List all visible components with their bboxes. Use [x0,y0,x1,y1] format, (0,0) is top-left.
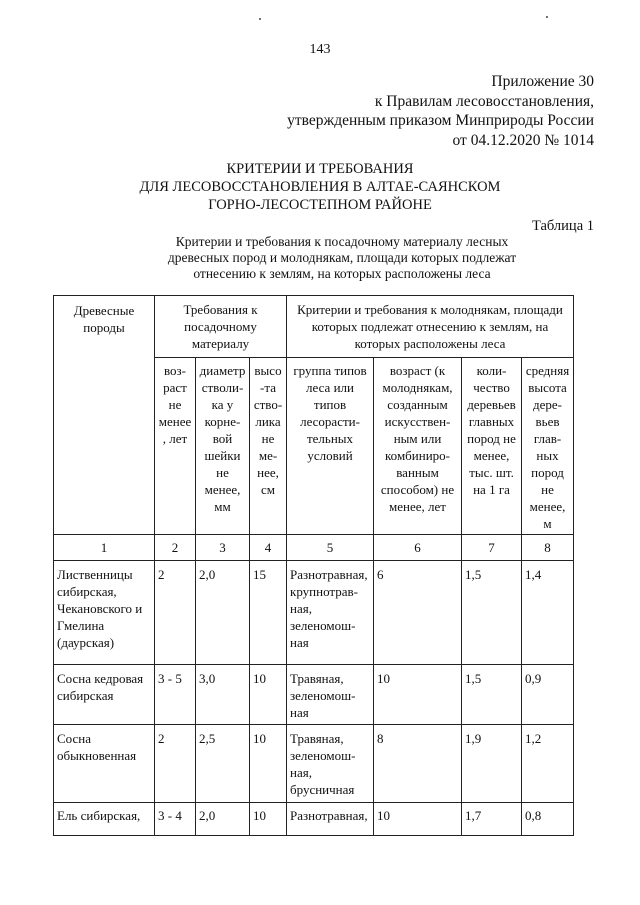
cell-avg-height: 1,4 [522,561,574,665]
header-diameter: диаметр стволи-ка у корне-вой шейки не менее, мм [196,358,250,535]
cell-avg-height: 0,8 [522,803,574,836]
appendix-line: Приложение 30 [491,73,594,90]
header-row-top [54,296,574,358]
table-row [54,561,574,665]
appendix-line: от 04.12.2020 № 1014 [452,131,594,149]
cell-forest-type: Травяная, зеленомош-ная [287,665,374,725]
column-number: 3 [196,535,250,561]
cell-age: 3 - 5 [155,665,196,725]
cell-species: Ель сибирская, [54,803,155,836]
cell-height: 10 [250,665,287,725]
cell-young-age: 8 [374,725,462,803]
caption-line: отнесению к землям, на которых расположены леса [193,266,491,281]
cell-diameter: 2,0 [196,803,250,836]
title-line: КРИТЕРИИ И ТРЕБОВАНИЯ [226,161,414,177]
table-label: Таблица 1 [531,218,594,234]
cell-height: 15 [250,561,287,665]
cell-tree-count: 1,7 [462,803,522,836]
table-caption [0,234,640,282]
appendix-line: к Правилам лесовосстановления, [374,92,594,110]
header-avg-height: средняя высота дере-вьев глав-ных пород не менее, м [522,358,574,535]
cell-species: Сосна кедровая сибирская [54,665,155,725]
table-row [54,665,574,725]
cell-young-age: 10 [374,665,462,725]
appendix-line: утвержденным приказом Минприроды России [287,112,594,129]
cell-young-age: 6 [374,561,462,665]
column-number: 8 [522,535,574,561]
column-number: 4 [250,535,287,561]
cell-species: Лиственницы сибирская, Чекановского и Гмелина (даурская) [54,561,155,665]
column-number: 2 [155,535,196,561]
header-tree-count: коли-чество деревьев главных пород не менее, тыс. шт. на 1 га [462,358,522,535]
cell-forest-type: Разнотравная, крупнотрав-ная, зеленомош-ная [287,561,374,665]
column-number: 1 [54,535,155,561]
cell-avg-height: 1,2 [522,725,574,803]
title-line: ДЛЯ ЛЕСОВОССТАНОВЛЕНИЯ В АЛТАЕ-САЯНСКОМ [139,179,501,195]
column-number: 5 [287,535,374,561]
header-planting-material: Требования к посадочному материалу [155,296,287,358]
cell-height: 10 [250,725,287,803]
cell-forest-type: Разнотравная, [287,803,374,836]
header-young-age: возраст (к молоднякам, созданным искусствен-ным или комбиниро-ванным способом) не менее, лет [374,358,462,535]
criteria-table [53,295,574,836]
cell-height: 10 [250,803,287,836]
header-height: высо-та ство-лика не ме-нее, см [250,358,287,535]
cell-tree-count: 1,9 [462,725,522,803]
cell-age: 3 - 4 [155,803,196,836]
column-number: 6 [374,535,462,561]
column-number: 7 [462,535,522,561]
cell-forest-type: Травяная, зеленомош-ная, брусничная [287,725,374,803]
cell-diameter: 2,0 [196,561,250,665]
document-title [0,160,640,214]
cell-diameter: 3,0 [196,665,250,725]
table-row [54,725,574,803]
appendix-block [287,72,594,150]
cell-tree-count: 1,5 [462,665,522,725]
caption-line: Критерии и требования к посадочному материалу лесных [175,234,509,249]
column-number-row [54,535,574,561]
cell-age: 2 [155,725,196,803]
header-age: воз-раст не менее, лет [155,358,196,535]
page-number: 143 [309,42,331,57]
caption-line: древесных пород и молоднякам, площади которых подлежат [167,250,517,265]
header-forest-type: группа типов леса или типов лесорасти-тельных условий [287,358,374,535]
cell-species: Сосна обыкновенная [54,725,155,803]
header-young-stands: Критерии и требования к молоднякам, площади которых подлежат отнесению к землям, на которых расположены леса [287,296,574,358]
header-species: Древесные породы [54,296,155,535]
title-line: ГОРНО-ЛЕСОСТЕПНОМ РАЙОНЕ [208,197,432,213]
scan-speck [259,18,261,20]
cell-young-age: 10 [374,803,462,836]
table-row [54,803,574,836]
cell-avg-height: 0,9 [522,665,574,725]
cell-tree-count: 1,5 [462,561,522,665]
cell-age: 2 [155,561,196,665]
scan-speck [546,16,548,18]
cell-diameter: 2,5 [196,725,250,803]
